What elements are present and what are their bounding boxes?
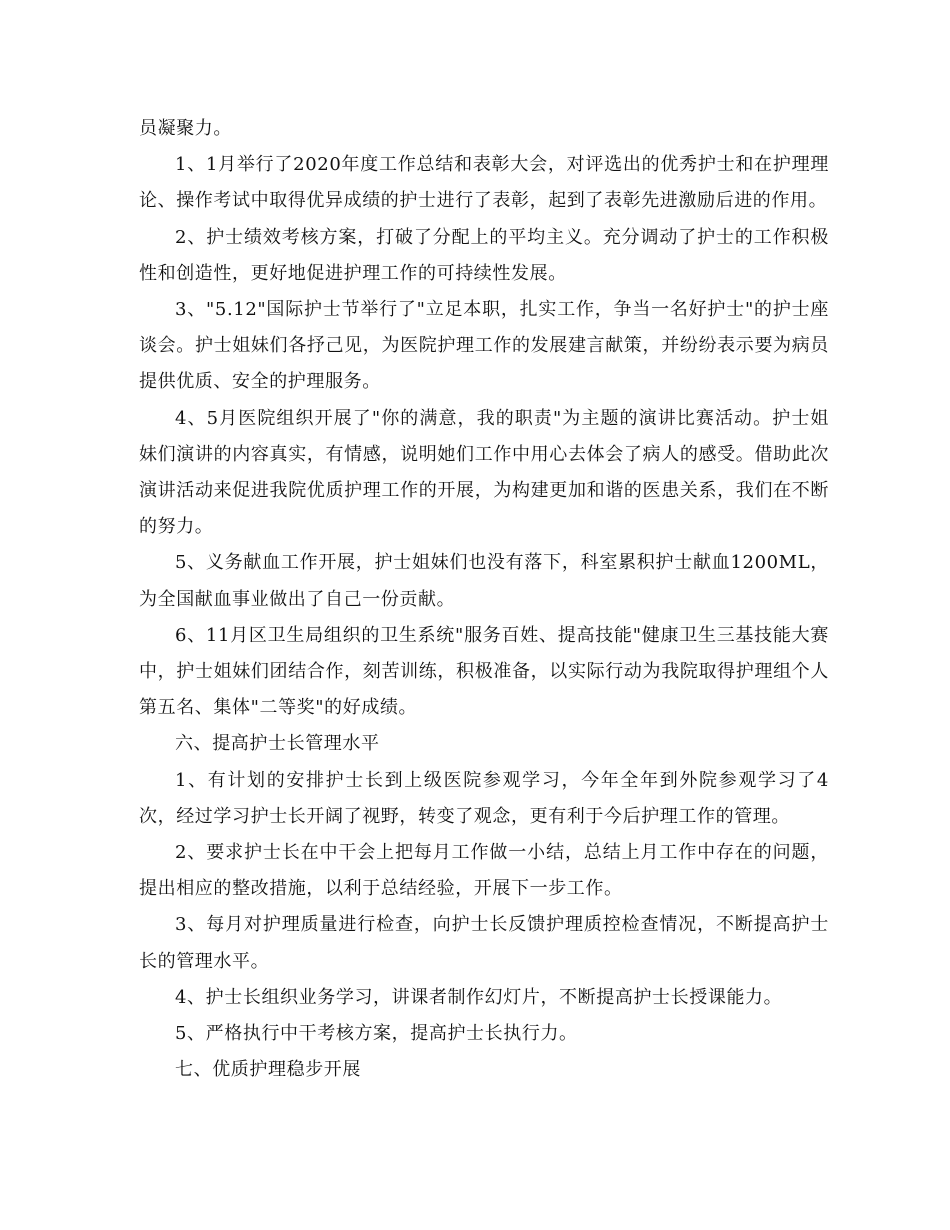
paragraph-item-5: 5、严格执行中干考核方案，提高护士长执行力。: [175, 1023, 578, 1045]
paragraph-item-2: 2、护士绩效考核方案，打破了分配上的平均主义。充分调动了护士的工作积极性和创造性，更好地促进护理工作的可持续性发展。: [139, 226, 829, 284]
paragraph-item-3: 3、每月对护理质量进行检查，向护士长反馈护理质控检查情况，不断提高护士长的管理水平。: [139, 914, 829, 972]
paragraph-item-4: 4、5月医院组织开展了"你的满意，我的职责"为主题的演讲比赛活动。护士姐妹们演讲的内容真实，有情感，说明她们工作中用心去体会了病人的感受。借助此次演讲活动来促进我院优质护理工作的开展，为构建更加和谐的医患关系，我们在不断的努力。: [139, 407, 829, 538]
paragraph-item-1: 1、有计划的安排护士长到上级医院参观学习，今年全年到外院参观学习了4次，经过学习护士长开阔了视野，转变了观念，更有利于今后护理工作的管理。: [139, 769, 829, 827]
document-body: [139, 111, 829, 1088]
paragraph-item-5: 5、义务献血工作开展，护士姐妹们也没有落下，科室累积护士献血1200ML，为全国献血事业做出了自己一份贡献。: [139, 552, 829, 610]
paragraph-item-1: 1、1月举行了2020年度工作总结和表彰大会，对评选出的优秀护士和在护理理论、操作考试中取得优异成绩的护士进行了表彰，起到了表彰先进激励后进的作用。: [139, 154, 829, 212]
paragraph-item-2: 2、要求护士长在中干会上把每月工作做一小结，总结上月工作中存在的问题，提出相应的整改措施，以利于总结经验，开展下一步工作。: [139, 842, 829, 900]
paragraph-item-4: 4、护士长组织业务学习，讲课者制作幻灯片，不断提高护士长授课能力。: [175, 986, 783, 1008]
paragraph-continuation: 员凝聚力。: [139, 118, 232, 139]
section-heading-6: 六、提高护士长管理水平: [175, 733, 380, 755]
paragraph-item-3: 3、"5.12"国际护士节举行了"立足本职，扎实工作，争当一名好护士"的护士座谈会。护士姐妹们各抒己见，为医院护理工作的发展建言献策，并纷纷表示要为病员提供优质、安全的护理服务。: [139, 299, 829, 393]
section-heading-7: 七、优质护理稳步开展: [175, 1059, 361, 1081]
paragraph-item-6: 6、11月区卫生局组织的卫生系统"服务百姓、提高技能"健康卫生三基技能大赛中，护士姐妹们团结合作，刻苦训练，积极准备，以实际行动为我院取得护理组个人第五名、集体"二等奖"的好成绩。: [139, 624, 829, 719]
